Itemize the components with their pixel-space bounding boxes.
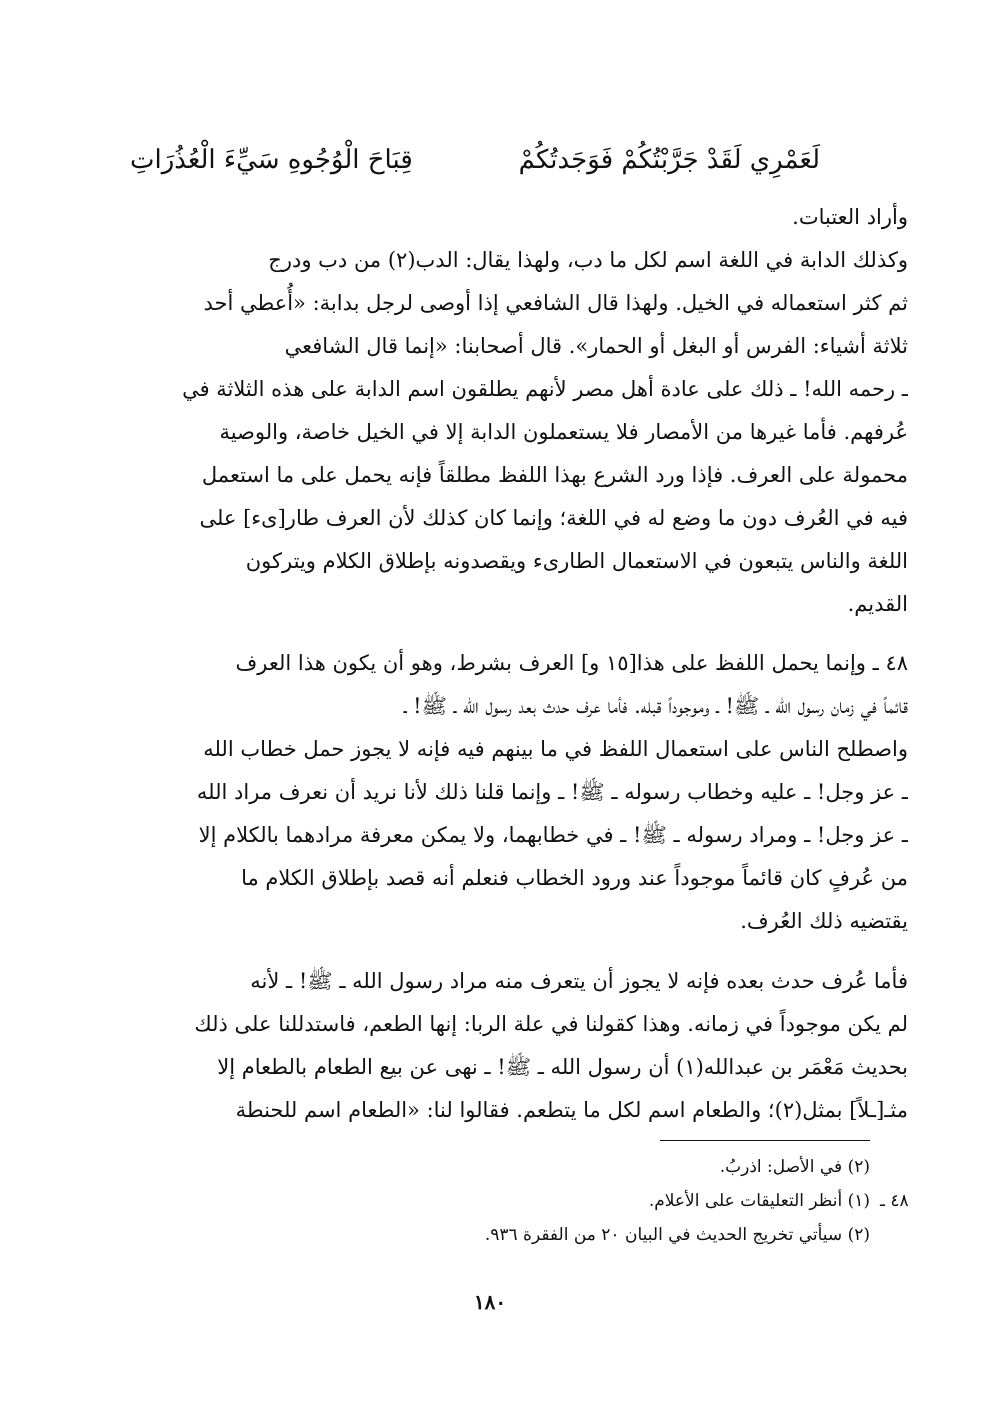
text-line: وأراد العتبات. xyxy=(792,205,908,229)
text-line: ٤٨ ـ وإنما يحمل اللفظ على هذا[١٥ و] العرف بشرط، وهو أن يكون هذا العرف xyxy=(235,651,908,675)
footnote-paragraph-marker: ٤٨ ـ xyxy=(880,1191,909,1211)
text-line: القديم. xyxy=(847,592,908,616)
text-line: ثم كثر استعماله في الخيل. ولهذا قال الشافعي إذا أوصى لرجل بدابة: «أُعطي أحد xyxy=(203,291,908,315)
footnote: (٢) سيأتي تخريج الحديث في البيان ٢٠ من الفقرة ٩٣٦. xyxy=(484,1225,870,1245)
text-line: واصطلح الناس على استعمال اللفظ في ما بينهم فيه فإنه لا يجوز حمل خطاب الله xyxy=(203,737,908,761)
text-line: ثلاثة أشياء: الفرس أو البغل أو الحمار». قال أصحابنا: «إنما قال الشافعي xyxy=(284,334,908,358)
paragraph-48 xyxy=(88,642,908,943)
text-line: اللغة والناس يتبعون في الاستعمال الطارىء ويقصدونه بإطلاق الكلام ويتركون xyxy=(245,549,908,573)
text-line: بحديث مَعْمَر بن عبدالله(١) أن رسول الله ـ ﷺ! ـ نهى عن بيع الطعام بالطعام إلا xyxy=(217,1055,908,1079)
footnote: (١) أنظر التعليقات على الأعلام. xyxy=(648,1191,870,1211)
footnote: (٢) في الأصل: اذربُ. xyxy=(719,1157,870,1177)
footnote-divider xyxy=(660,1140,870,1141)
paragraph-1 xyxy=(88,196,908,626)
text-line: محمولة على العرف. فإذا ورد الشرع بهذا اللفظ مطلقاً فإنه يحمل على ما استعمل xyxy=(201,463,908,487)
text-line: وكذلك الدابة في اللغة اسم لكل ما دب، ولهذا يقال: الدب(٢) من دب ودرج xyxy=(268,248,908,272)
verse-second-hemistich: قِبَاحَ الْوُجُوهِ سَيِّءَ الْعُذُرَاتِ xyxy=(130,145,413,175)
text-line: فيه في العُرف دون ما وضع له في اللغة؛ وإنما كان كذلك لأن العرف طار[ىء] على xyxy=(199,506,908,530)
text-line: لم يكن موجوداً في زمانه. وهذا كقولنا في علة الربا: إنها الطعم، فاستدللنا على ذلك xyxy=(194,1012,908,1036)
poetry-verse xyxy=(130,128,820,192)
paragraph-3 xyxy=(88,960,908,1132)
text-line: ـ رحمه الله! ـ ذلك على عادة أهل مصر لأنهم يطلقون اسم الدابة على هذه الثلاثة في xyxy=(182,377,908,401)
text-line: يقتضيه ذلك العُرف. xyxy=(740,909,908,933)
text-line: عُرفهم. فأما غيرها من الأمصار فلا يستعملون الدابة إلا في الخيل خاصة، والوصية xyxy=(219,420,908,444)
text-line: قائماً في زمان رسول الله ـ ﷺ! ـ وموجوداً قبله. فأما عرف حدث بعد رسول الله ـ ﷺ! ـ xyxy=(403,694,908,718)
text-line: ـ عز وجل! ـ عليه وخطاب رسوله ـ ﷺ! ـ وإنما قلنا ذلك لأنا نريد أن نعرف مراد الله xyxy=(196,780,908,804)
text-line: فأما عُرف حدث بعده فإنه لا يجوز أن يتعرف منه مراد رسول الله ـ ﷺ! ـ لأنه xyxy=(250,969,908,993)
verse-first-hemistich: لَعَمْرِي لَقَدْ جَرَّبْتُكُمْ فَوَجَدتُكُمْ xyxy=(518,145,820,175)
page-number: ١٨٠ xyxy=(473,1290,507,1314)
footnotes xyxy=(300,1150,870,1252)
text-line: مثـ[ـلاً] بمثل(٢)؛ والطعام اسم لكل ما يتطعم. فقالوا لنا: «الطعام اسم للحنطة xyxy=(235,1098,908,1122)
text-line: ـ عز وجل! ـ ومراد رسوله ـ ﷺ! ـ في خطابهما، ولا يمكن معرفة مرادهما بالكلام إلا xyxy=(198,823,908,847)
text-line: من عُرفٍ كان قائماً موجوداً عند ورود الخطاب فنعلم أنه قصد بإطلاق الكلام ما xyxy=(241,866,908,890)
